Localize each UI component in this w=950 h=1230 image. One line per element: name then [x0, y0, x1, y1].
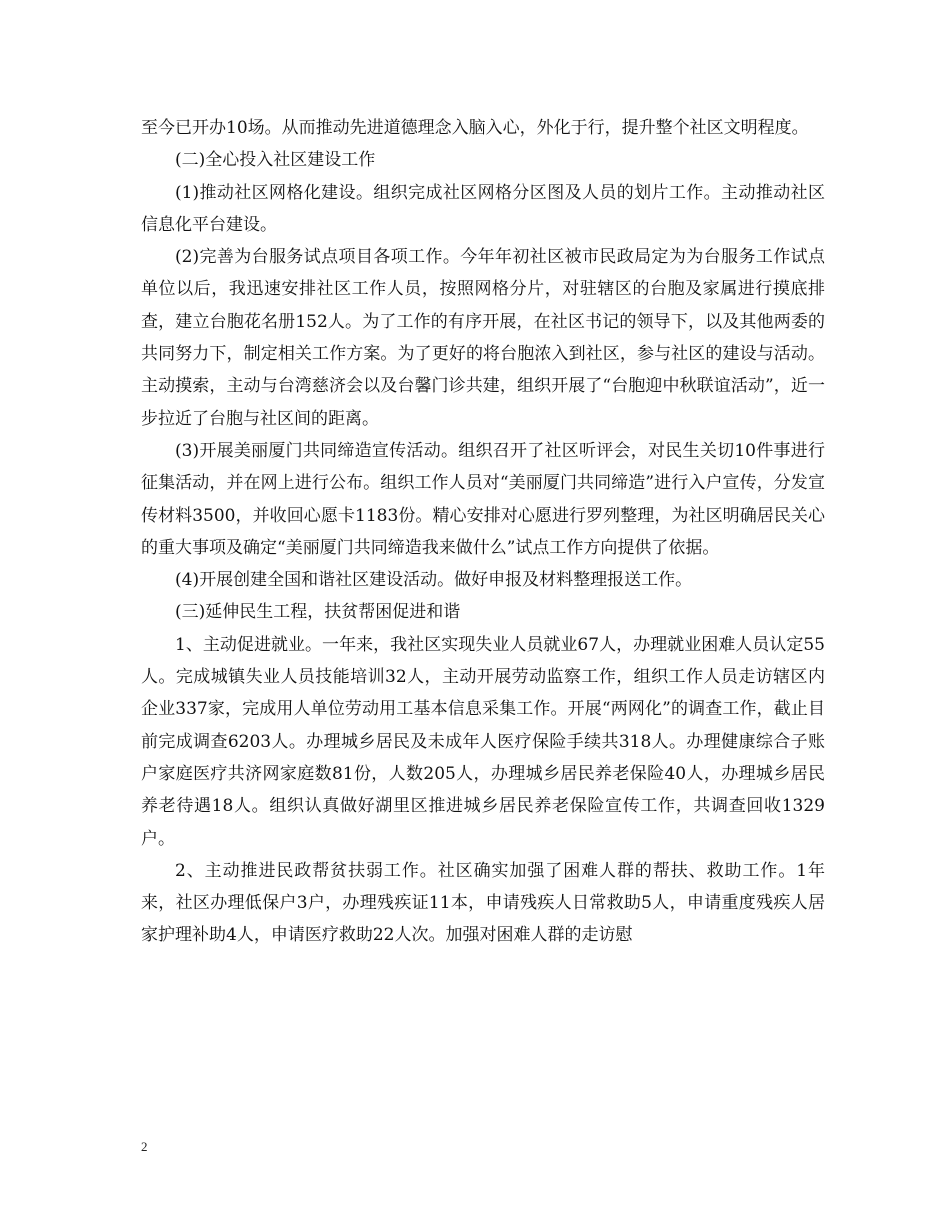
document-body	[141, 112, 825, 952]
paragraph: (4)开展创建全国和谐社区建设活动。做好申报及材料整理报送工作。	[175, 570, 693, 591]
paragraph: 2、主动推进民政帮贫扶弱工作。社区确实加强了困难人群的帮扶、救助工作。1年来，社区办理低保户3户，办理残疾证11本，申请残疾人日常救助5人，申请重度残疾人居家护理补助4人，申请医疗救助22人次。加强对困难人群的走访慰	[141, 860, 825, 946]
page-number: 2	[141, 1139, 148, 1154]
paragraph: (1)推动社区网格化建设。组织完成社区网格分区图及人员的划片工作。主动推动社区信息化平台建设。	[141, 182, 825, 235]
section-heading: (二)全心投入社区建设工作	[175, 150, 376, 171]
paragraph: (3)开展美丽厦门共同缔造宣传活动。组织召开了社区听评会，对民生关切10件事进行征集活动，并在网上进行公布。组织工作人员对“美丽厦门共同缔造”进行入户宣传，分发宣传材料3500，并收回心愿卡1183份。精心安排对心愿进行罗列整理，为社区明确居民关心的重大事项及确定“美丽厦门共同缔造我来做什么”试点工作方向提供了依据。	[141, 440, 825, 558]
section-heading: (三)延伸民生工程，扶贫帮困促进和谐	[175, 602, 461, 623]
paragraph: (2)完善为台服务试点项目各项工作。今年年初社区被市民政局定为为台服务工作试点单位以后，我迅速安排社区工作人员，按照网格分片，对驻辖区的台胞及家属进行摸底排查，建立台胞花名册152人。为了工作的有序开展，在社区书记的领导下，以及其他两委的共同努力下，制定相关工作方案。为了更好的将台胞浓入到社区，参与社区的建设与活动。主动摸索，主动与台湾慈济会以及台馨门诊共建，组织开展了“台胞迎中秋联谊活动”，近一步拉近了台胞与社区间的距离。	[141, 247, 825, 429]
paragraph: 至今已开办10场。从而推动先进道德理念入脑入心，外化于行，提升整个社区文明程度。	[141, 118, 809, 138]
paragraph: 1、主动促进就业。一年来，我社区实现失业人员就业67人，办理就业困难人员认定55人。完成城镇失业人员技能培训32人，主动开展劳动监察工作，组织工作人员走访辖区内企业337家，完成用人单位劳动用工基本信息采集工作。开展“两网化”的调查工作，截止目前完成调查6203人。办理城乡居民及未成年人医疗保险手续共318人。办理健康综合子账户家庭医疗共济网家庭数81份，人数205人，办理城乡居民养老保险40人，办理城乡居民养老待遇18人。组织认真做好湖里区推进城乡居民养老保险宣传工作，共调查回收1329户。	[141, 634, 825, 849]
